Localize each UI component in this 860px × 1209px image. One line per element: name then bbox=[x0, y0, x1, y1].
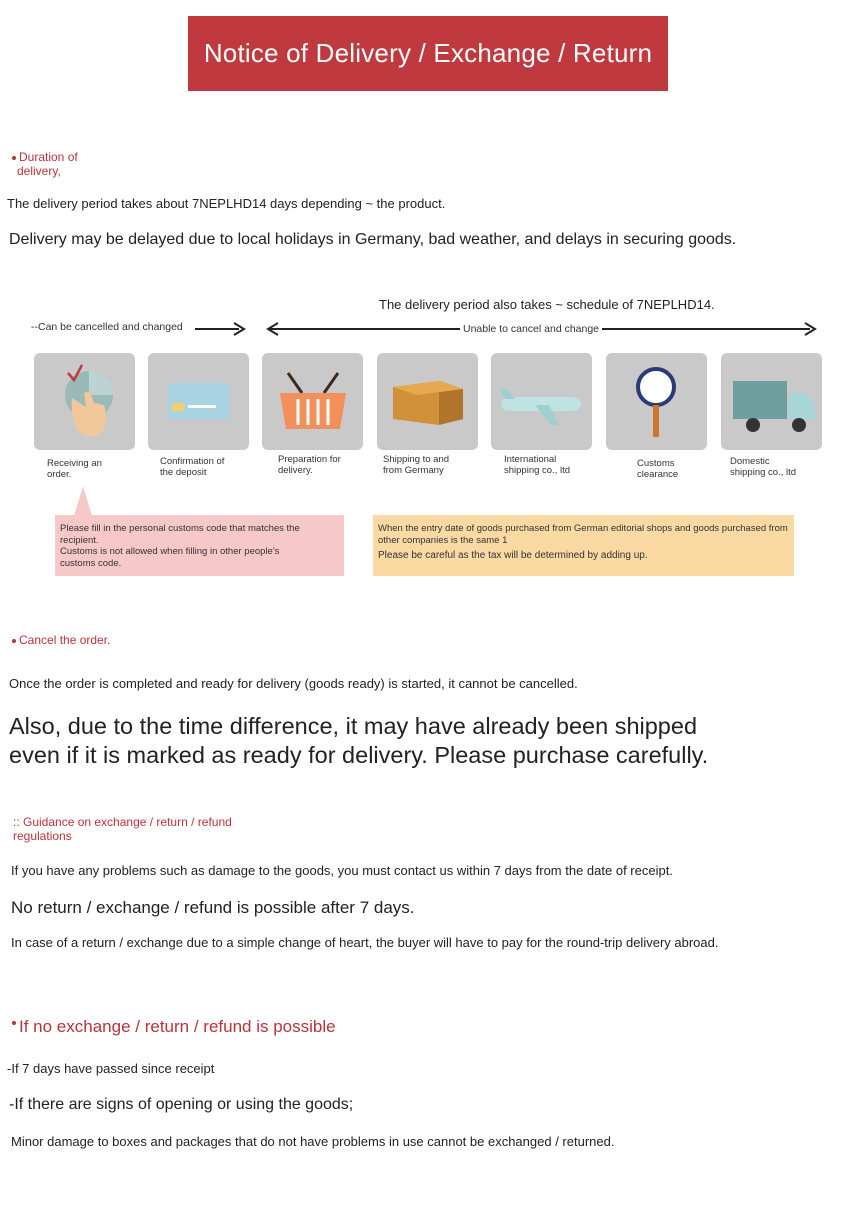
cancel-warning: Also, due to the time difference, it may have already been shipped even if it is marked as ready for delivery. Please purchase carefully. bbox=[9, 713, 709, 768]
noexchange-heading: If no exchange / return / refund is possible bbox=[12, 1017, 336, 1037]
basket-icon bbox=[262, 353, 363, 450]
bullet-icon bbox=[12, 156, 16, 160]
delivery-heading: Duration of delivery, bbox=[12, 150, 78, 178]
bullet-icon bbox=[12, 639, 16, 643]
exchange-heading: :: Guidance on exchange / return / refund regulations bbox=[13, 815, 232, 843]
step-tile-international bbox=[491, 353, 592, 450]
step-label-domestic: Domestic shipping co., ltd bbox=[730, 456, 797, 478]
period-note: The delivery period also takes ~ schedule of 7NEPLHD14. bbox=[379, 297, 715, 312]
step-tile-customs bbox=[606, 353, 707, 450]
step-label-preparation: Preparation for delivery. bbox=[278, 454, 341, 476]
noexchange-line-1: -If 7 days have passed since receipt bbox=[7, 1061, 215, 1076]
banner-title: Notice of Delivery / Exchange / Return bbox=[203, 38, 653, 68]
step-label-international: International shipping co., ltd bbox=[504, 454, 571, 476]
bullet-icon bbox=[12, 1021, 16, 1025]
exchange-line-3: In case of a return / exchange due to a simple change of heart, the buyer will have to pay for the round-trip delivery abroad. bbox=[11, 935, 719, 950]
step-tile-deposit bbox=[148, 353, 249, 450]
cancel-heading: Cancel the order. bbox=[12, 633, 110, 647]
hand-touch-icon bbox=[34, 353, 135, 450]
step-tile-domestic bbox=[721, 353, 822, 450]
step-label-shipping-germany: Shipping to and from Germany bbox=[383, 454, 450, 476]
arrow-right-icon bbox=[232, 322, 246, 336]
magnifier-icon bbox=[606, 353, 707, 450]
noexchange-line-2: -If there are signs of opening or using the goods; bbox=[9, 1096, 354, 1113]
noexchange-line-3: Minor damage to boxes and packages that do not have problems in use cannot be exchanged / returned. bbox=[11, 1134, 615, 1149]
airplane-icon bbox=[491, 353, 592, 450]
step-tile-shipping-germany bbox=[377, 353, 478, 450]
credit-card-icon bbox=[148, 353, 249, 450]
title-banner bbox=[188, 16, 668, 91]
step-tile-receiving bbox=[34, 353, 135, 450]
exchange-line-1: If you have any problems such as damage to the goods, you must contact us within 7 days from the date of receipt. bbox=[11, 863, 673, 878]
exchange-line-2: No return / exchange / refund is possible after 7 days. bbox=[11, 898, 415, 917]
delivery-line-1: The delivery period takes about 7NEPLHD14 days depending ~ the product. bbox=[7, 196, 446, 211]
step-label-deposit: Confirmation of the deposit bbox=[160, 456, 225, 478]
arrow-right-icon bbox=[803, 322, 817, 336]
customs-code-note: Please fill in the personal customs code that matches the recipient. Customs is not allowed when filling in other people's customs code. bbox=[55, 515, 344, 576]
step-tile-preparation bbox=[262, 353, 363, 450]
step-label-receiving: Receiving an order. bbox=[47, 458, 102, 480]
delivery-line-2: Delivery may be delayed due to local holidays in Germany, bad weather, and delays in securing goods. bbox=[9, 231, 737, 248]
truck-icon bbox=[721, 353, 822, 450]
unable-label: Unable to cancel and change bbox=[460, 323, 602, 335]
box-icon bbox=[377, 353, 478, 450]
tax-note: When the entry date of goods purchased from German editorial shops and goods purchased from other companies is the same 1 Please be careful as the tax will be determined by adding up. bbox=[373, 515, 794, 576]
cancel-label: --Can be cancelled and changed bbox=[31, 321, 183, 333]
pink-pointer bbox=[74, 486, 92, 516]
step-label-customs: Customs clearance bbox=[637, 458, 679, 480]
cancel-line-1: Once the order is completed and ready for delivery (goods ready) is started, it cannot be cancelled. bbox=[9, 676, 578, 691]
